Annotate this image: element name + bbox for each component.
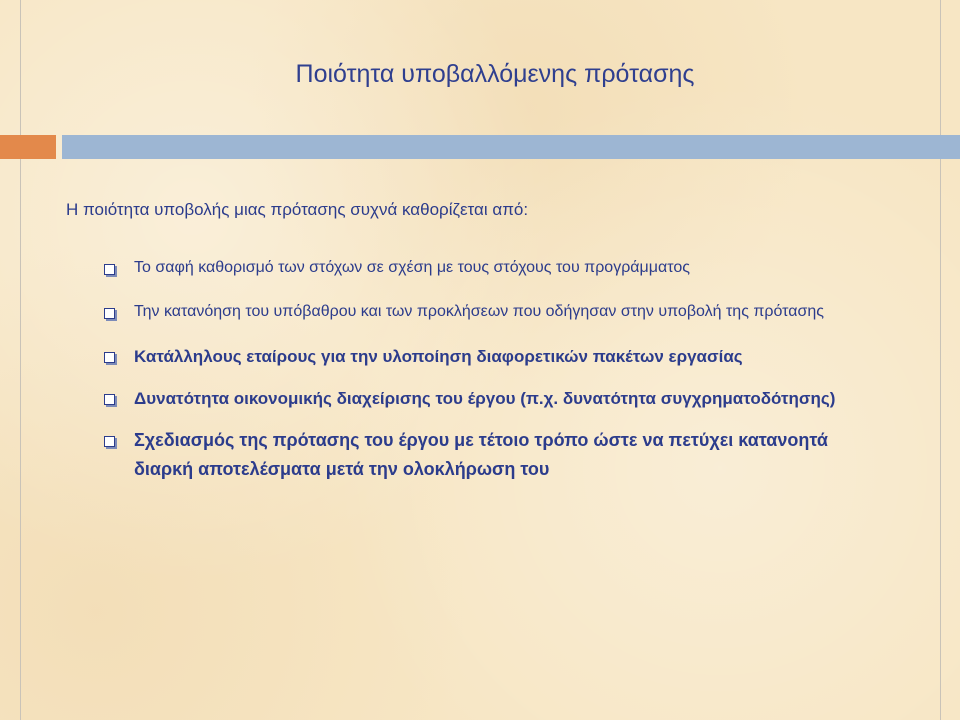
bullet-item-5: [104, 426, 839, 484]
bullet-item-1: [104, 254, 839, 282]
bullet-item-3: [104, 342, 839, 371]
bullet-item-4: [104, 384, 839, 413]
checkbox-bullet-icon: [104, 436, 115, 447]
intro-text: Η ποιότητα υποβολής μιας πρότασης συχνά καθορίζεται από:: [66, 200, 529, 219]
checkbox-bullet-icon: [104, 264, 115, 275]
accent-bar-orange: [0, 135, 56, 159]
bullet-item-2: [104, 298, 839, 326]
bullet-text: Το σαφή καθορισμό των στόχων σε σχέση με τους στόχους του προγράμματος: [134, 259, 690, 276]
checkbox-bullet-icon: [104, 352, 115, 363]
right-frame-line: [940, 0, 941, 720]
bullet-text: Δυνατότητα οικονομικής διαχείρισης του έργου (π.χ. δυνατότητα συγχρηματοδότησης): [134, 389, 836, 408]
bullet-list: [104, 254, 839, 497]
bullet-text: Κατάλληλους εταίρους για την υλοποίηση διαφορετικών πακέτων εργασίας: [134, 347, 743, 366]
left-frame-line: [20, 0, 21, 720]
accent-bar-blue: [62, 135, 960, 159]
bullet-text: Σχεδιασμός της πρότασης του έργου με τέτοιο τρόπο ώστε να πετύχει κατανοητά διαρκή αποτελέσματα μετά την ολοκλήρωση του: [134, 430, 828, 479]
checkbox-bullet-icon: [104, 394, 115, 405]
bullet-text: Την κατανόηση του υπόβαθρου και των προκλήσεων που οδήγησαν στην υποβολή της πρότασης: [134, 303, 824, 320]
checkbox-bullet-icon: [104, 308, 115, 319]
slide-title: Ποιότητα υποβαλλόμενης πρότασης: [295, 60, 695, 88]
